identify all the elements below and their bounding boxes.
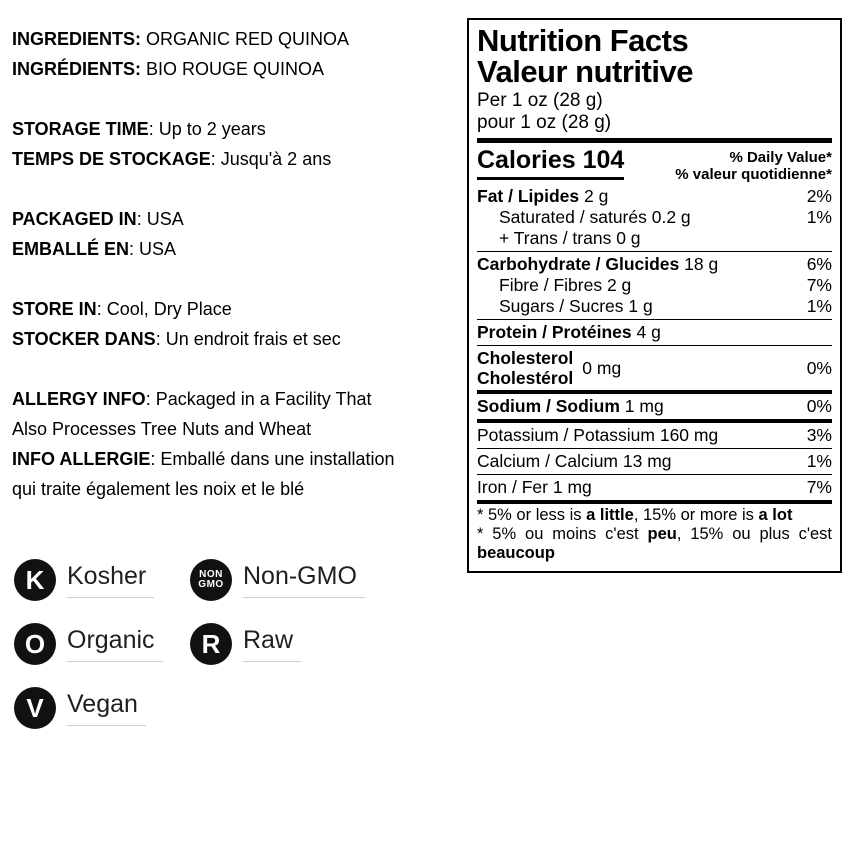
separator bbox=[477, 448, 832, 449]
separator bbox=[477, 419, 832, 423]
badge-organic-label: Organic bbox=[67, 626, 163, 662]
ingredients-group bbox=[12, 24, 468, 84]
carbohydrate-name: Carbohydrate / Glucides bbox=[477, 254, 680, 274]
sugars-text: Sugars / Sucres 1 g bbox=[499, 296, 653, 316]
nutrition-title-fr: Valeur nutritive bbox=[477, 54, 693, 89]
organic-icon bbox=[14, 623, 56, 665]
row-cholesterol bbox=[477, 348, 832, 388]
row-sodium bbox=[477, 396, 832, 417]
fat-pct: 2% bbox=[806, 186, 832, 206]
potassium-text: Potassium / Potassium 160 mg bbox=[477, 425, 719, 445]
product-info bbox=[12, 24, 468, 534]
sodium-pct: 0% bbox=[806, 396, 832, 416]
badge-vegan bbox=[14, 687, 190, 729]
calcium-pct: 1% bbox=[806, 451, 832, 471]
footnote-en bbox=[477, 506, 832, 525]
row-saturated bbox=[477, 207, 832, 228]
allergy-value-en-1: : Packaged in a Facility That bbox=[145, 389, 372, 409]
allergy-line-4 bbox=[12, 474, 468, 504]
potassium-pct: 3% bbox=[806, 425, 832, 445]
raw-icon-letter: R bbox=[201, 629, 221, 659]
row-sugars bbox=[477, 296, 832, 317]
storage-time-line-fr bbox=[12, 144, 468, 174]
protein-amount: 4 g bbox=[631, 322, 661, 342]
row-fat bbox=[477, 186, 832, 207]
separator bbox=[477, 319, 832, 320]
separator bbox=[477, 500, 832, 504]
daily-value-header-fr: % valeur quotidienne* bbox=[675, 166, 832, 183]
row-carbohydrate bbox=[477, 254, 832, 275]
packaged-in-line-fr bbox=[12, 234, 468, 264]
kosher-icon-letter: K bbox=[25, 565, 45, 595]
fat-amount: 2 g bbox=[579, 186, 609, 206]
cholesterol-amount: 0 mg bbox=[582, 358, 622, 378]
store-in-label-en: STORE IN bbox=[12, 299, 97, 319]
serving-size-en: Per 1 oz (28 g) bbox=[477, 90, 603, 111]
storage-time-label-en: STORAGE TIME bbox=[12, 119, 149, 139]
ingredients-value-en: ORGANIC RED QUINOA bbox=[141, 29, 350, 49]
packaged-in-value-en: : USA bbox=[136, 209, 184, 229]
store-in-line-fr bbox=[12, 324, 468, 354]
separator bbox=[477, 251, 832, 252]
badge-kosher bbox=[14, 559, 190, 601]
allergy-value-en-2: Also Processes Tree Nuts and Wheat bbox=[12, 419, 312, 439]
carbohydrate-amount: 18 g bbox=[679, 254, 719, 274]
footnote-en-bold1: a little bbox=[586, 506, 634, 524]
row-potassium bbox=[477, 425, 832, 446]
allergy-label-en: ALLERGY INFO bbox=[12, 389, 146, 409]
separator bbox=[477, 345, 832, 346]
storage-time-line-en bbox=[12, 114, 468, 144]
badge-raw-label: Raw bbox=[243, 626, 301, 662]
store-in-group bbox=[12, 294, 468, 354]
cholesterol-name-fr: Cholestérol bbox=[477, 368, 574, 388]
serving-size-fr: pour 1 oz (28 g) bbox=[477, 112, 612, 133]
footnotes bbox=[477, 506, 832, 563]
cholesterol-pct: 0% bbox=[806, 358, 832, 378]
row-protein bbox=[477, 322, 832, 343]
daily-value-header-en: % Daily Value* bbox=[729, 149, 832, 166]
sugars-pct: 1% bbox=[806, 296, 832, 316]
ingredients-label-en: INGREDIENTS: bbox=[12, 29, 142, 49]
row-calcium bbox=[477, 451, 832, 472]
saturated-text: Saturated / saturés 0.2 g bbox=[499, 207, 691, 227]
iron-pct: 7% bbox=[806, 477, 832, 497]
ingredients-line-fr bbox=[12, 54, 468, 84]
allergy-label-fr: INFO ALLERGIE bbox=[12, 449, 151, 469]
fibre-text: Fibre / Fibres 2 g bbox=[499, 275, 632, 295]
badge-kosher-label: Kosher bbox=[67, 562, 154, 598]
row-iron bbox=[477, 477, 832, 498]
separator bbox=[477, 138, 832, 143]
badge-raw bbox=[190, 623, 365, 665]
fat-name: Fat / Lipides bbox=[477, 186, 580, 206]
calories-value: Calories 104 bbox=[477, 146, 624, 180]
footnote-fr-part1: * 5% ou moins c'est bbox=[477, 525, 648, 543]
badge-organic bbox=[14, 623, 190, 665]
row-fibre bbox=[477, 275, 832, 296]
non-gmo-icon-top: NON bbox=[199, 569, 223, 580]
packaged-in-value-fr: : USA bbox=[129, 239, 177, 259]
badge-non-gmo-label: Non-GMO bbox=[243, 562, 365, 598]
storage-time-group bbox=[12, 114, 468, 174]
allergy-line-2 bbox=[12, 414, 468, 444]
ingredients-value-fr: BIO ROUGE QUINOA bbox=[141, 59, 325, 79]
ingredients-label-fr: INGRÉDIENTS: bbox=[12, 59, 142, 79]
packaged-in-line-en bbox=[12, 204, 468, 234]
allergy-value-fr-1: : Emballé dans une installation bbox=[150, 449, 395, 469]
nutrition-title-en: Nutrition Facts bbox=[477, 23, 689, 58]
store-in-value-fr: : Un endroit frais et sec bbox=[155, 329, 341, 349]
raw-icon bbox=[190, 623, 232, 665]
separator bbox=[477, 390, 832, 394]
vegan-icon bbox=[14, 687, 56, 729]
packaged-in-label-en: PACKAGED IN bbox=[12, 209, 137, 229]
footnote-fr-bold2: beaucoup bbox=[477, 544, 555, 562]
non-gmo-icon bbox=[190, 559, 232, 601]
separator bbox=[477, 474, 832, 475]
storage-time-value-fr: : Jusqu'à 2 ans bbox=[210, 149, 332, 169]
allergy-info-group bbox=[12, 384, 468, 504]
allergy-value-fr-2: qui traite également les noix et le blé bbox=[12, 479, 305, 499]
saturated-pct: 1% bbox=[806, 207, 832, 227]
sodium-amount: 1 mg bbox=[619, 396, 664, 416]
daily-value-header bbox=[675, 149, 832, 183]
store-in-value-en: : Cool, Dry Place bbox=[96, 299, 232, 319]
calories-section bbox=[477, 146, 832, 183]
storage-time-label-fr: TEMPS DE STOCKAGE bbox=[12, 149, 211, 169]
certification-badges bbox=[14, 559, 365, 729]
protein-name: Protein / Protéines bbox=[477, 322, 632, 342]
iron-text: Iron / Fer 1 mg bbox=[477, 477, 592, 497]
row-trans bbox=[477, 228, 832, 249]
calcium-text: Calcium / Calcium 13 mg bbox=[477, 451, 672, 471]
kosher-icon bbox=[14, 559, 56, 601]
packaged-in-group bbox=[12, 204, 468, 264]
carbohydrate-pct: 6% bbox=[806, 254, 832, 274]
ingredients-line-en bbox=[12, 24, 468, 54]
packaged-in-label-fr: EMBALLÉ EN bbox=[12, 239, 129, 259]
badge-non-gmo bbox=[190, 559, 365, 601]
fibre-pct: 7% bbox=[806, 275, 832, 295]
footnote-en-part2: , 15% or more is bbox=[633, 506, 759, 524]
footnote-fr-part2: , 15% ou plus c'est bbox=[676, 525, 833, 543]
trans-text: + Trans / trans 0 g bbox=[499, 228, 641, 248]
sodium-name: Sodium / Sodium bbox=[477, 396, 620, 416]
footnote-fr-bold1: peu bbox=[647, 525, 677, 543]
organic-icon-letter: O bbox=[24, 629, 46, 659]
badge-vegan-label: Vegan bbox=[67, 690, 146, 726]
nutrition-facts-panel bbox=[467, 18, 842, 573]
store-in-line-en bbox=[12, 294, 468, 324]
footnote-en-bold2: a lot bbox=[758, 506, 793, 524]
cholesterol-name-en: Cholesterol bbox=[477, 348, 574, 368]
non-gmo-icon-bottom: GMO bbox=[198, 579, 224, 590]
allergy-line-3 bbox=[12, 444, 468, 474]
allergy-line-1 bbox=[12, 384, 468, 414]
store-in-label-fr: STOCKER DANS bbox=[12, 329, 156, 349]
footnote-fr bbox=[477, 525, 832, 563]
footnote-en-part1: * 5% or less is bbox=[477, 506, 587, 524]
vegan-icon-letter: V bbox=[26, 693, 44, 723]
storage-time-value-en: : Up to 2 years bbox=[148, 119, 266, 139]
